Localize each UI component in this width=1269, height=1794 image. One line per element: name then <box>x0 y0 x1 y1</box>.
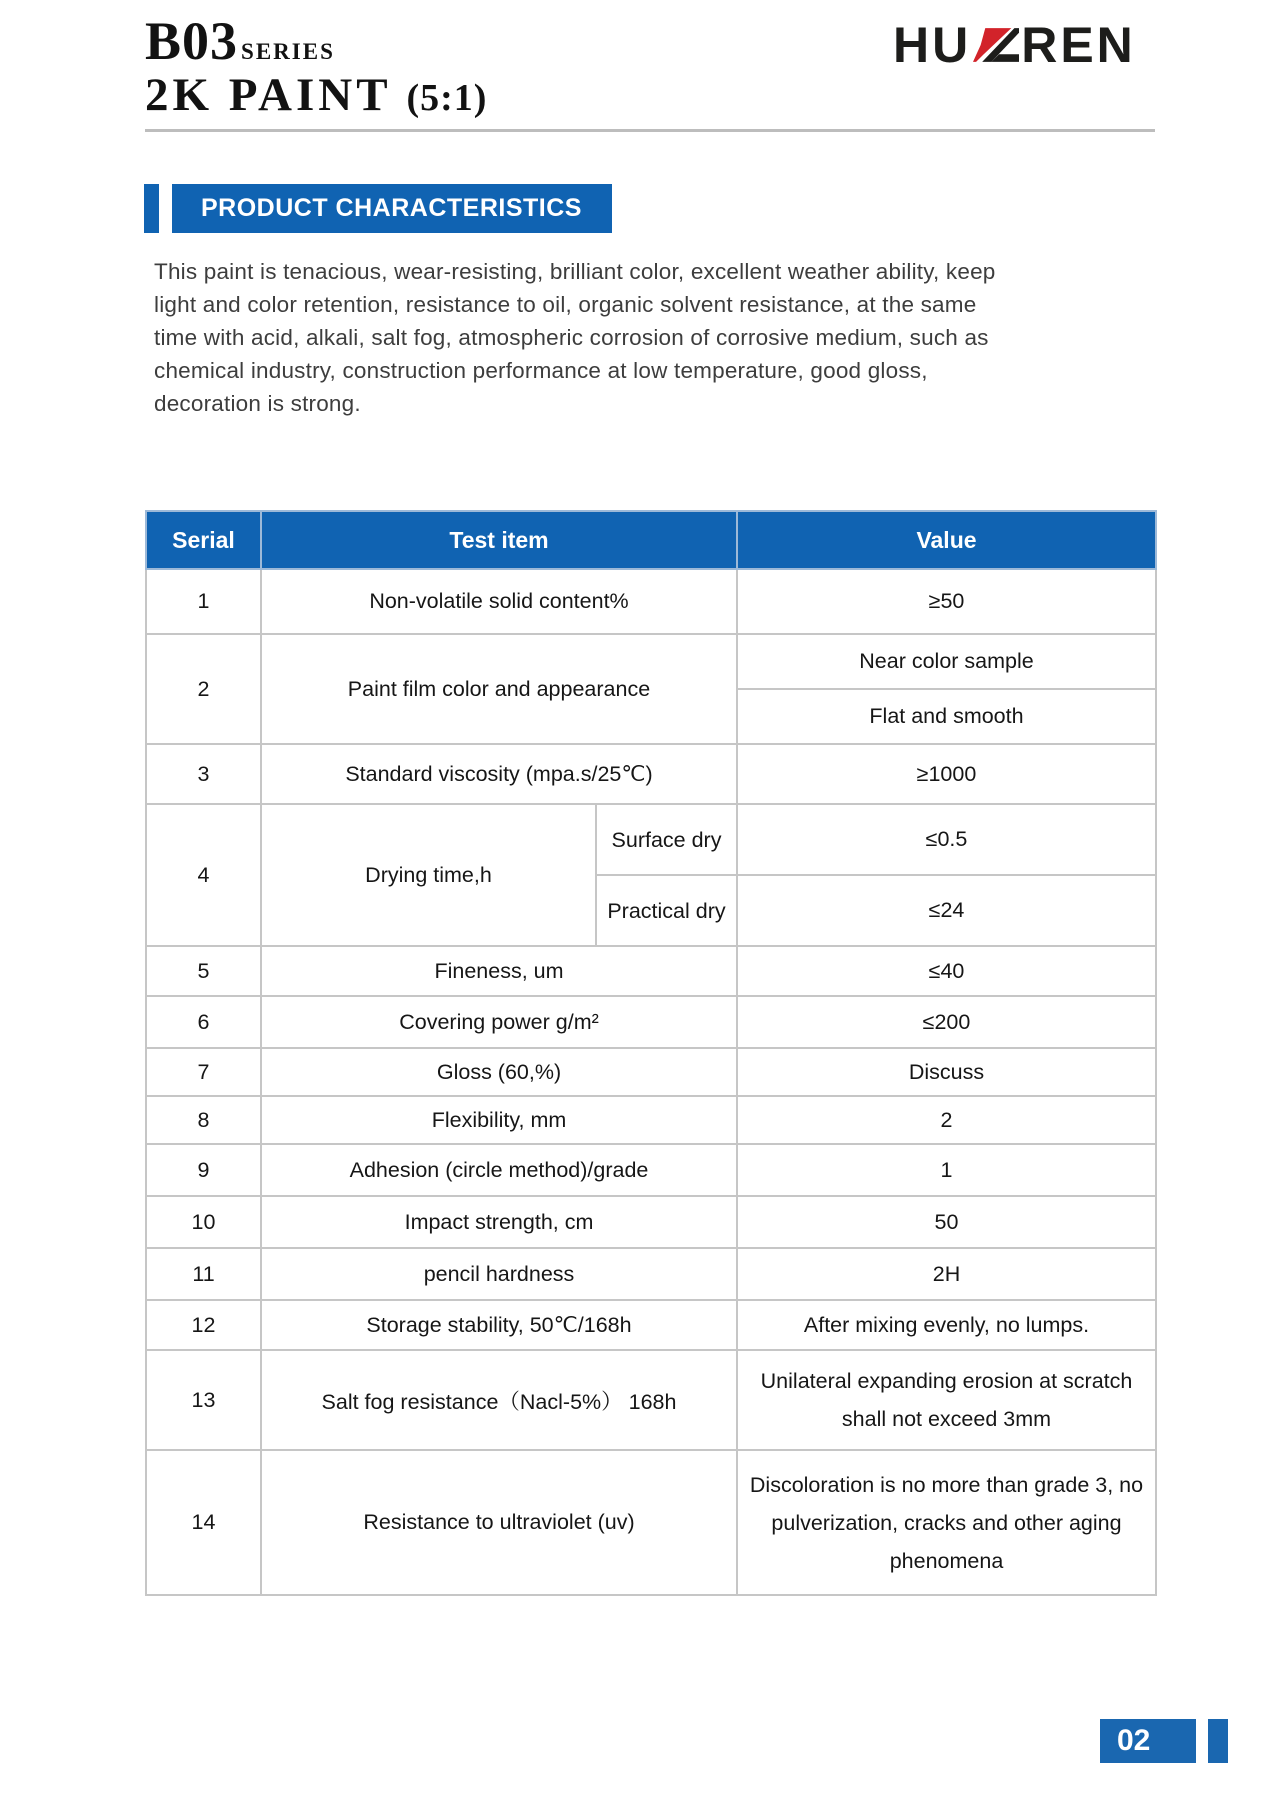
header-value: Value <box>737 511 1156 569</box>
table-row <box>146 946 1156 996</box>
sub-item-cell: Surface dry <box>596 804 737 875</box>
page-footer <box>0 1719 1269 1763</box>
value-cell: ≤200 <box>737 996 1156 1048</box>
section-title: PRODUCT CHARACTERISTICS <box>172 184 612 233</box>
value-cell: 1 <box>737 1144 1156 1196</box>
product-title-line <box>145 69 488 121</box>
table-row <box>146 634 1156 689</box>
item-cell: Adhesion (circle method)/grade <box>261 1144 737 1196</box>
value-cell: 50 <box>737 1196 1156 1248</box>
header-test-item: Test item <box>261 511 737 569</box>
value-cell: 2 <box>737 1096 1156 1144</box>
serial-cell: 7 <box>146 1048 261 1096</box>
title-block <box>145 11 488 121</box>
serial-cell: 4 <box>146 804 261 946</box>
page-number: 02 <box>1117 1724 1151 1757</box>
value-cell: ≤40 <box>737 946 1156 996</box>
table-row <box>146 1300 1156 1350</box>
table-row <box>146 1450 1156 1595</box>
serial-cell: 11 <box>146 1248 261 1300</box>
product-ratio: (5:1) <box>406 77 488 119</box>
series-title-line <box>145 11 487 71</box>
item-cell: Salt fog resistance（Nacl-5%） 168h <box>261 1350 737 1450</box>
section-banner <box>144 184 612 233</box>
section-accent-bar <box>144 184 159 233</box>
serial-cell: 14 <box>146 1450 261 1595</box>
item-cell: Storage stability, 50℃/168h <box>261 1300 737 1350</box>
logo-text-suffix: REN <box>1021 17 1136 73</box>
table-row <box>146 996 1156 1048</box>
title-divider-rule <box>145 129 1155 132</box>
table-row <box>146 1248 1156 1300</box>
item-cell: Non-volatile solid content% <box>261 569 737 634</box>
table-row <box>146 1048 1156 1096</box>
table-row <box>146 1144 1156 1196</box>
value-cell: ≤24 <box>737 875 1156 946</box>
serial-cell: 2 <box>146 634 261 744</box>
serial-cell: 3 <box>146 744 261 804</box>
header-serial: Serial <box>146 511 261 569</box>
serial-cell: 1 <box>146 569 261 634</box>
huaren-logo <box>893 17 1136 73</box>
value-cell: Discuss <box>737 1048 1156 1096</box>
item-cell: Resistance to ultraviolet (uv) <box>261 1450 737 1595</box>
value-cell: After mixing evenly, no lumps. <box>737 1300 1156 1350</box>
sub-item-cell: Practical dry <box>596 875 737 946</box>
value-cell: ≥50 <box>737 569 1156 634</box>
item-cell: pencil hardness <box>261 1248 737 1300</box>
item-cell: Paint film color and appearance <box>261 634 737 744</box>
serial-cell: 9 <box>146 1144 261 1196</box>
serial-cell: 6 <box>146 996 261 1048</box>
item-cell: Standard viscosity (mpa.s/25℃) <box>261 744 737 804</box>
item-cell: Flexibility, mm <box>261 1096 737 1144</box>
value-cell: Unilateral expanding erosion at scratch shall not exceed 3mm <box>737 1350 1156 1450</box>
item-cell: Covering power g/m² <box>261 996 737 1048</box>
value-cell: ≤0.5 <box>737 804 1156 875</box>
serial-cell: 8 <box>146 1096 261 1144</box>
series-suffix: SERIES <box>241 39 335 64</box>
value-cell: Near color sample <box>737 634 1156 689</box>
item-cell: Drying time,h <box>261 804 596 946</box>
serial-cell: 13 <box>146 1350 261 1450</box>
footer-accent-bar <box>1208 1719 1228 1763</box>
page-number-badge <box>1100 1719 1196 1763</box>
serial-cell: 12 <box>146 1300 261 1350</box>
value-cell: ≥1000 <box>737 744 1156 804</box>
spec-table <box>145 510 1157 1596</box>
item-cell: Gloss (60,%) <box>261 1048 737 1096</box>
series-title: B03 <box>145 11 239 71</box>
table-row <box>146 1196 1156 1248</box>
product-title: 2K PAINT <box>145 69 391 121</box>
table-row <box>146 1350 1156 1450</box>
table-row <box>146 569 1156 634</box>
table-header-row <box>146 511 1156 569</box>
table-row <box>146 804 1156 875</box>
table-row <box>146 744 1156 804</box>
serial-cell: 10 <box>146 1196 261 1248</box>
item-cell: Fineness, um <box>261 946 737 996</box>
logo-text-prefix: HU <box>893 17 972 73</box>
product-description: This paint is tenacious, wear-resisting, brilliant color, excellent weather ability, keep light and color retention, resistance to oil, organic solvent resistance, at the same time with acid, alkali, salt fog, atmospheric corrosion of corrosive medium, such as chemical industry, construction performance at low temperature, good gloss, decoration is strong. <box>154 259 996 416</box>
value-cell: 2H <box>737 1248 1156 1300</box>
value-cell: Flat and smooth <box>737 689 1156 744</box>
value-cell: Discoloration is no more than grade 3, no pulverization, cracks and other aging phenomena <box>737 1450 1156 1595</box>
serial-cell: 5 <box>146 946 261 996</box>
item-cell: Impact strength, cm <box>261 1196 737 1248</box>
stylized-A-icon <box>973 24 1019 66</box>
table-row <box>146 1096 1156 1144</box>
